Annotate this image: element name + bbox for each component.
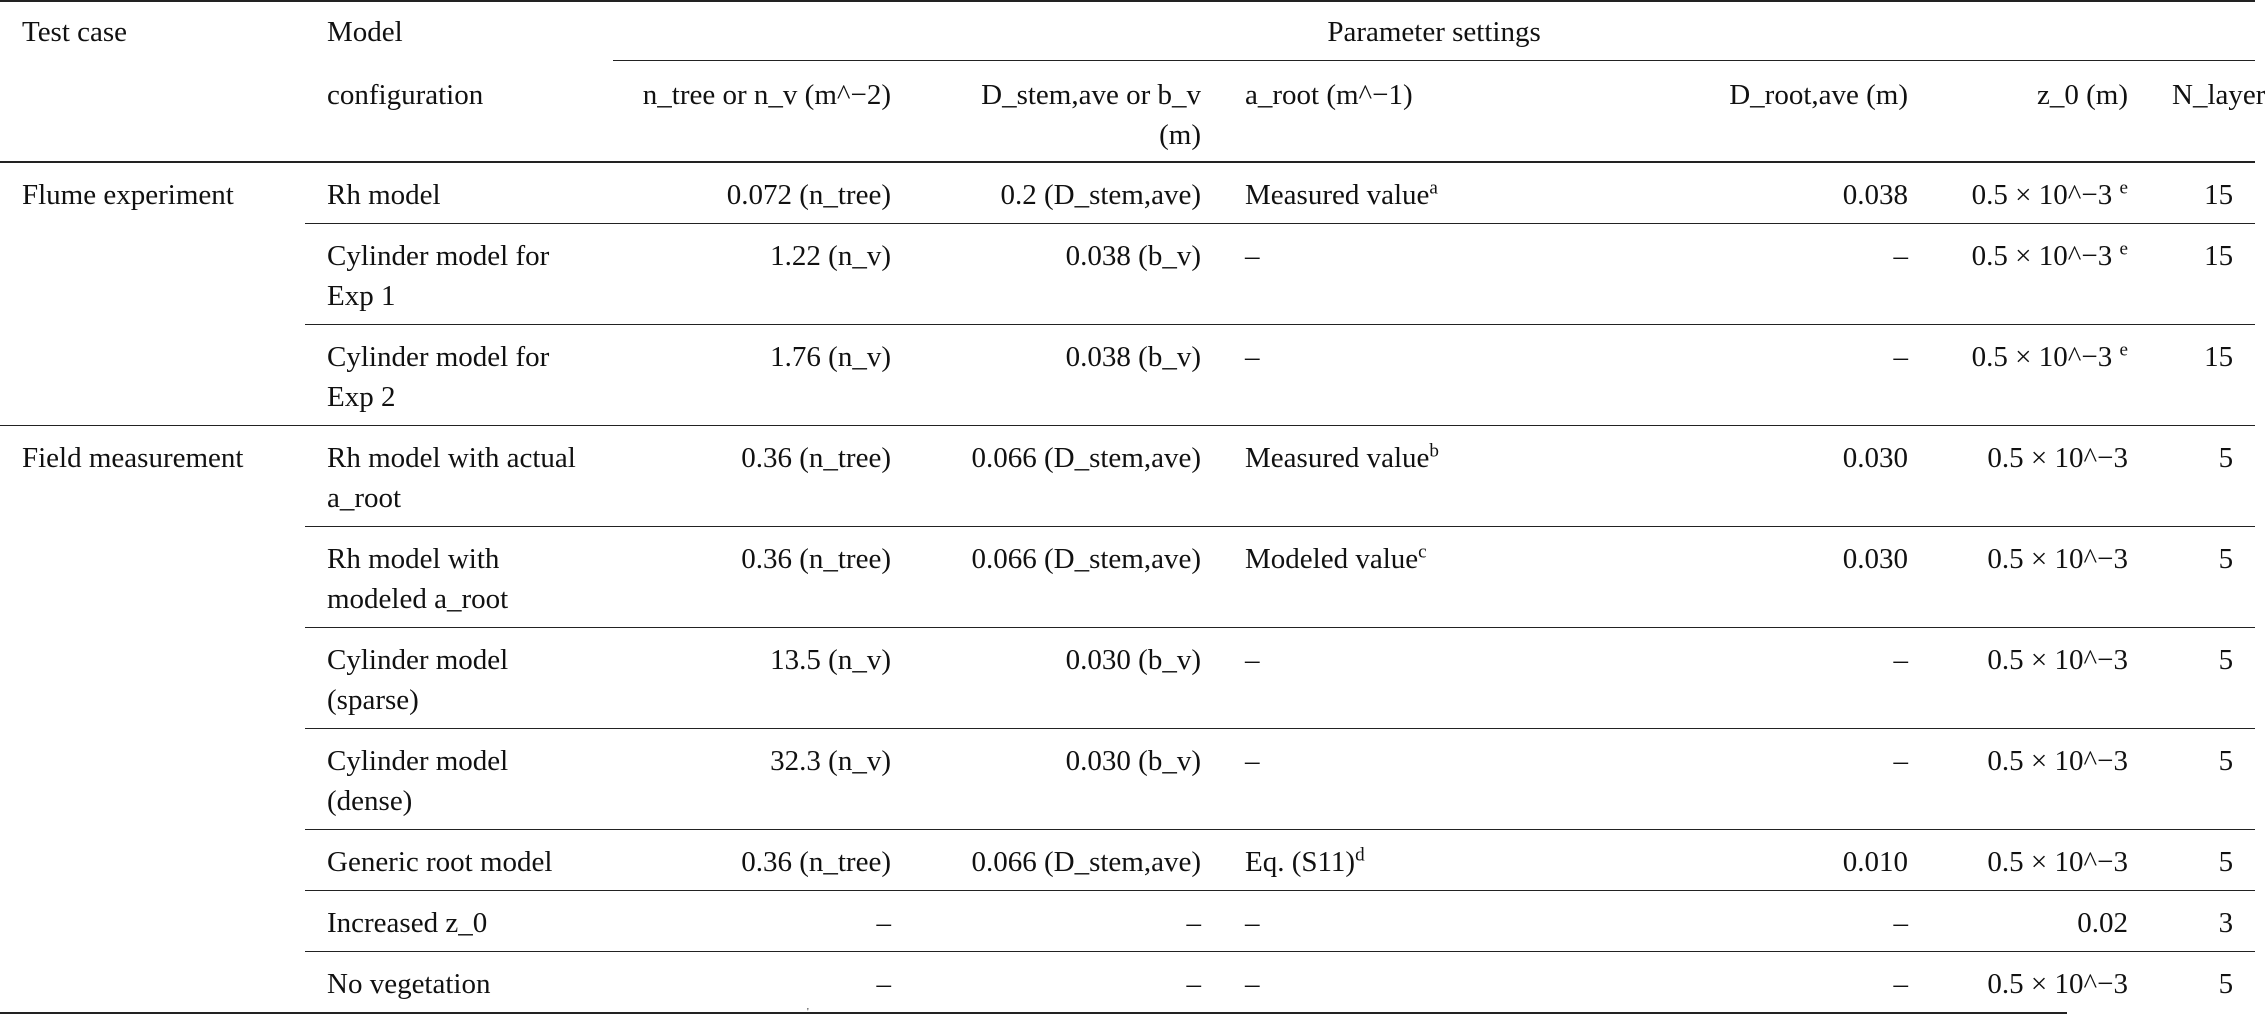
model-config-cell [305,891,613,952]
aroot-value: Modeled value [1245,543,1419,575]
nlayer-cell [2150,224,2255,325]
stray-mark: ' [807,1007,809,1018]
z0-value: 0.5 × 10^−3 [1987,442,2128,474]
header-nlayer: N_layer [2172,79,2265,111]
aroot-value: Eq. (S11) [1245,846,1356,878]
ntree-cell [613,426,913,527]
header-model-config-line2: configuration [327,78,484,111]
z0-cell [1930,224,2150,325]
z0-value: 0.5 × 10^−3 [1971,240,2113,272]
z0-cell [1930,628,2150,729]
aroot-value: – [1245,907,1260,939]
dstem-cell-value: 0.038 (b_v) [1065,240,1201,272]
ntree-cell-value: – [876,907,891,939]
z0-value: 0.02 [2077,907,2128,939]
droot-cell-value: – [1893,968,1908,1000]
z0-cell [1930,527,2150,628]
ntree-cell [613,952,913,1013]
aroot-value: – [1245,341,1260,373]
droot-cell-value: – [1893,907,1908,939]
model-config-cell [305,830,613,891]
table-row [0,527,2255,628]
ntree-cell [613,891,913,952]
z0-value: 0.5 × 10^−3 [1971,179,2113,211]
aroot-footnote-mark: d [1355,844,1365,866]
aroot-value: Measured value [1245,179,1430,211]
test-case-cell: Field measurement [22,442,244,474]
model-config-cell-value: Rh model [327,179,441,211]
model-config-cell-value: No vegetation [327,968,491,1000]
table-row [0,426,2255,527]
aroot-value: – [1245,745,1260,777]
table-body [0,162,2255,1012]
droot-cell-value: – [1893,341,1908,373]
dstem-cell-value: – [1186,968,1201,1000]
ntree-cell-value: 0.36 (n_tree) [741,442,891,474]
ntree-cell [613,830,913,891]
ntree-cell-value: 0.36 (n_tree) [741,846,891,878]
dstem-cell-value: 0.066 (D_stem,ave) [971,442,1201,474]
ntree-cell-value: 1.76 (n_v) [770,341,891,373]
aroot-value: – [1245,240,1260,272]
table-row [0,224,2255,325]
droot-cell-value: 0.038 [1842,179,1908,211]
droot-cell-value: 0.010 [1842,846,1908,878]
nlayer-cell [2150,952,2255,1013]
ntree-cell [613,162,913,224]
aroot-cell [1223,527,1493,628]
droot-cell [1493,952,1930,1013]
nlayer-cell-value: 5 [2218,745,2234,777]
ntree-cell-value: 13.5 (n_v) [770,644,891,676]
header-parameter-settings: Parameter settings [613,1,2255,61]
model-config-cell-value: Cylinder model (sparse) [327,644,509,716]
header-model-config-line1: Model [327,16,403,48]
dstem-cell [913,224,1223,325]
table-row [0,628,2255,729]
aroot-value: Measured value [1245,442,1430,474]
nlayer-cell [2150,325,2255,426]
table-bottom-rule [0,1012,2067,1014]
z0-cell [1930,891,2150,952]
dstem-cell [913,426,1223,527]
aroot-value: – [1245,644,1260,676]
nlayer-cell-value: 15 [2204,240,2234,272]
droot-cell [1493,628,1930,729]
dstem-cell [913,729,1223,830]
dstem-cell-value: 0.030 (b_v) [1065,745,1201,777]
droot-cell-value: – [1893,745,1908,777]
aroot-cell [1223,952,1493,1013]
z0-cell [1930,729,2150,830]
model-config-cell-value: Cylinder model for Exp 2 [327,341,550,413]
droot-cell [1493,729,1930,830]
header-z0: z_0 (m) [2037,79,2128,111]
aroot-value: – [1245,968,1260,1000]
droot-cell [1493,162,1930,224]
nlayer-cell-value: 5 [2218,968,2234,1000]
nlayer-cell [2150,628,2255,729]
dstem-cell-value: 0.2 (D_stem,ave) [1000,179,1201,211]
ntree-cell [613,325,913,426]
ntree-cell [613,527,913,628]
aroot-footnote-mark: c [1418,541,1427,563]
z0-cell [1930,162,2150,224]
dstem-cell-value: 0.066 (D_stem,ave) [971,543,1201,575]
model-config-cell [305,162,613,224]
header-empty-cell [0,61,305,163]
nlayer-cell-value: 3 [2218,907,2234,939]
ntree-cell-value: 0.072 (n_tree) [726,179,891,211]
aroot-cell [1223,426,1493,527]
table-row [0,891,2255,952]
model-config-cell-value: Cylinder model (dense) [327,745,509,817]
nlayer-cell-value: 5 [2218,644,2234,676]
model-config-cell-value: Increased z_0 [327,907,488,939]
nlayer-cell-value: 15 [2204,341,2234,373]
nlayer-cell [2150,729,2255,830]
nlayer-cell-value: 5 [2218,442,2234,474]
header-test-case: Test case [22,16,128,48]
header-row-1 [0,1,2255,61]
table-row [0,162,2255,224]
ntree-cell [613,729,913,830]
test-case-cell: Flume experiment [0,162,305,426]
ntree-cell [613,224,913,325]
nlayer-cell [2150,426,2255,527]
ntree-cell [613,628,913,729]
dstem-cell [913,891,1223,952]
z0-value: 0.5 × 10^−3 [1971,341,2113,373]
nlayer-cell-value: 5 [2218,543,2234,575]
droot-cell-value: 0.030 [1842,543,1908,575]
model-config-cell-value: Rh model with modeled a_root [327,543,509,615]
header-ntree: n_tree or n_v (m^−2) [642,79,891,111]
dstem-cell [913,162,1223,224]
droot-cell [1493,224,1930,325]
z0-footnote-mark: e [2119,238,2128,260]
aroot-footnote-mark: b [1429,440,1439,462]
droot-cell [1493,325,1930,426]
model-config-cell-value: Cylinder model for Exp 1 [327,240,550,312]
dstem-cell-value: 0.038 (b_v) [1065,341,1201,373]
droot-cell [1493,830,1930,891]
aroot-cell [1223,325,1493,426]
dstem-cell [913,628,1223,729]
model-config-cell [305,224,613,325]
model-config-cell [305,952,613,1013]
table-row [0,952,2255,1013]
dstem-cell [913,325,1223,426]
ntree-cell-value: – [876,968,891,1000]
nlayer-cell [2150,162,2255,224]
droot-cell [1493,891,1930,952]
ntree-cell-value: 0.36 (n_tree) [741,543,891,575]
aroot-cell [1223,162,1493,224]
z0-footnote-mark: e [2119,339,2128,361]
nlayer-cell [2150,891,2255,952]
aroot-cell [1223,729,1493,830]
z0-value: 0.5 × 10^−3 [1987,745,2128,777]
droot-cell [1493,426,1930,527]
droot-cell [1493,527,1930,628]
dstem-cell-value: 0.030 (b_v) [1065,644,1201,676]
nlayer-cell-value: 15 [2204,179,2234,211]
aroot-cell [1223,830,1493,891]
z0-value: 0.5 × 10^−3 [1987,543,2128,575]
model-config-cell [305,527,613,628]
z0-value: 0.5 × 10^−3 [1987,968,2128,1000]
header-row-2 [0,61,2255,163]
dstem-cell-value: – [1186,907,1201,939]
model-config-cell [305,628,613,729]
z0-footnote-mark: e [2119,177,2128,199]
ntree-cell-value: 32.3 (n_v) [770,745,891,777]
droot-cell-value: – [1893,644,1908,676]
nlayer-cell-value: 5 [2218,846,2234,878]
aroot-cell [1223,628,1493,729]
table-row [0,325,2255,426]
dstem-cell [913,830,1223,891]
model-config-cell [305,426,613,527]
aroot-footnote-mark: a [1429,177,1438,199]
nlayer-cell [2150,527,2255,628]
header-aroot: a_root (m^−1) [1245,79,1413,111]
z0-cell [1930,830,2150,891]
z0-value: 0.5 × 10^−3 [1987,644,2128,676]
model-config-cell [305,325,613,426]
nlayer-cell [2150,830,2255,891]
droot-cell-value: – [1893,240,1908,272]
header-dstem: D_stem,ave or b_v (m) [981,79,1201,151]
droot-cell-value: 0.030 [1842,442,1908,474]
model-config-cell [305,729,613,830]
model-config-cell-value: Generic root model [327,846,553,878]
z0-cell [1930,325,2150,426]
aroot-cell [1223,224,1493,325]
z0-cell [1930,952,2150,1013]
table-row [0,830,2255,891]
model-config-cell-value: Rh model with actual a_root [327,442,576,514]
aroot-cell [1223,891,1493,952]
z0-value: 0.5 × 10^−3 [1987,846,2128,878]
dstem-cell [913,527,1223,628]
ntree-cell-value: 1.22 (n_v) [770,240,891,272]
table-row [0,729,2255,830]
dstem-cell [913,952,1223,1013]
dstem-cell-value: 0.066 (D_stem,ave) [971,846,1201,878]
z0-cell [1930,426,2150,527]
header-droot: D_root,ave (m) [1729,79,1908,111]
